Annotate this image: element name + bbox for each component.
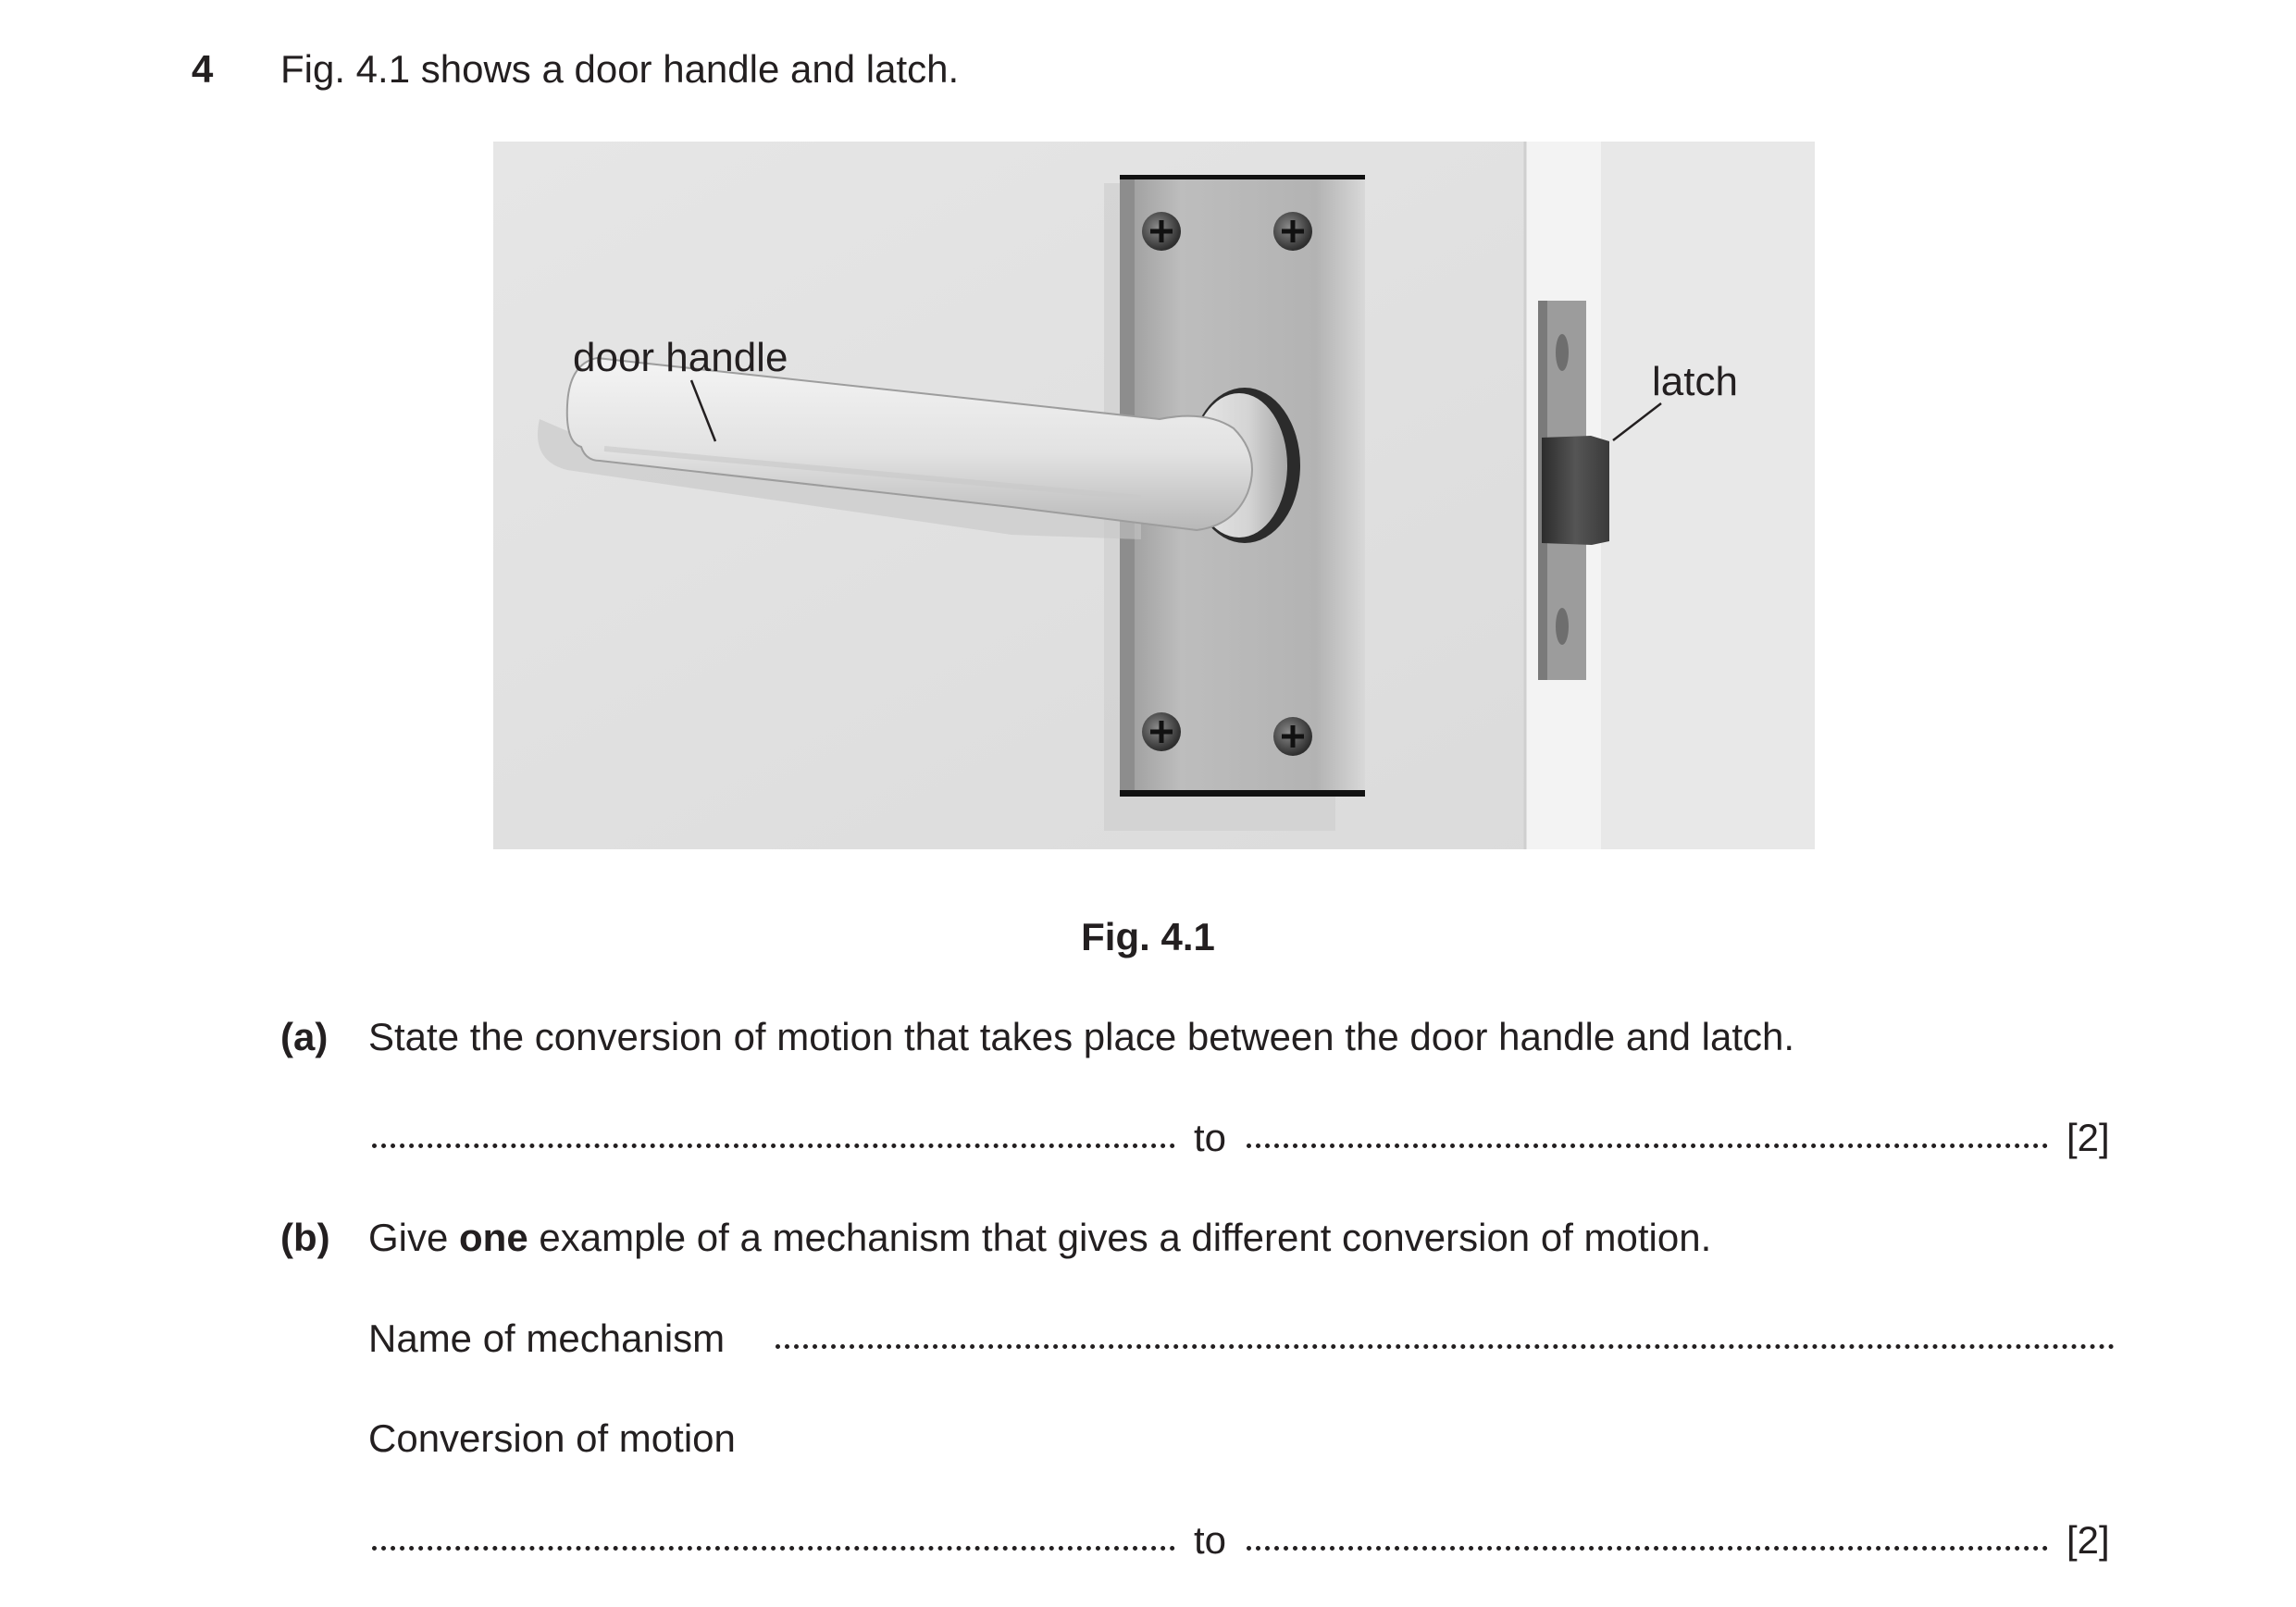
- screw-bottom-right: [1273, 717, 1312, 756]
- part-b-marks: [2]: [2066, 1518, 2110, 1562]
- screw-bottom-left: [1142, 712, 1181, 751]
- latch-bolt: [1542, 436, 1609, 545]
- part-a-label: (a): [280, 1015, 329, 1058]
- part-b-to: to: [1194, 1518, 1227, 1562]
- part-b-label: (b): [280, 1216, 330, 1259]
- door-handle-photo: [493, 142, 1815, 849]
- door-handle-label: door handle: [573, 335, 788, 380]
- question-number: 4: [192, 47, 214, 91]
- figure-caption: Fig. 4.1: [1081, 915, 1215, 958]
- part-b-question: [368, 1215, 1711, 1261]
- conversion-label: Conversion of motion: [368, 1416, 736, 1460]
- part-b-text-after: example of a mechanism that gives a different conversion of motion.: [527, 1216, 1712, 1259]
- part-b-answer-line-1[interactable]: [372, 1546, 1175, 1551]
- part-b-answer-line-2[interactable]: [1247, 1546, 2048, 1551]
- screw-top-left: [1142, 212, 1181, 251]
- question-intro: Fig. 4.1 shows a door handle and latch.: [280, 47, 960, 91]
- mechanism-name-label: Name of mechanism: [368, 1317, 726, 1360]
- part-b-text-bold: one: [459, 1216, 528, 1259]
- part-a-to: to: [1194, 1116, 1227, 1159]
- part-a-answer-line-1[interactable]: [372, 1143, 1175, 1148]
- mechanism-name-line[interactable]: [776, 1344, 2115, 1349]
- part-a-question: State the conversion of motion that takes place between the door handle and latch.: [368, 1015, 1795, 1058]
- part-b-text-before: Give: [368, 1216, 460, 1259]
- part-a-marks: [2]: [2066, 1116, 2110, 1159]
- screw-top-right: [1273, 212, 1312, 251]
- latch-label: latch: [1652, 359, 1738, 404]
- part-a-answer-line-2[interactable]: [1247, 1143, 2048, 1148]
